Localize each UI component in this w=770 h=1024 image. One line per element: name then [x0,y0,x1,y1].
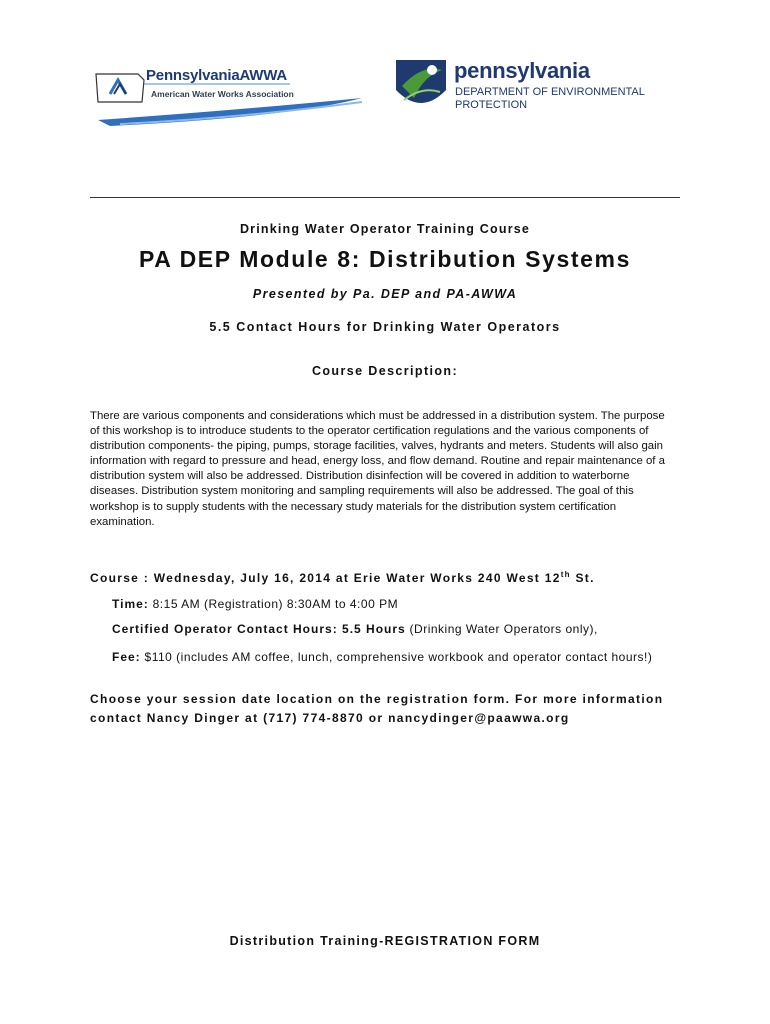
course-series: Drinking Water Operator Training Course [239,222,531,236]
awwa-name: PennsylvaniaAWWA [146,67,288,84]
certified-hours [112,622,598,636]
time-value: 8:15 AM (Registration) 8:30AM to 4:00 PM [148,597,399,611]
cert-value: (Drinking Water Operators only), [405,622,598,636]
course-date-location [90,570,595,585]
header-divider [90,197,680,198]
cert-label: Certified Operator Contact Hours: 5.5 Hours [112,622,406,636]
time-label: Time: [112,597,149,611]
pa-name: pennsylvania [454,58,590,83]
registration-form-title: Distribution Training-REGISTRATION FORM [229,934,541,948]
course-fee [112,648,672,666]
contact-info: Choose your session date location on the registration form. For more information contact Nancy Dinger at (717) 774-8870 or nancydinger@paawwa.org [90,692,664,725]
awwa-tagline: American Water Works Association [151,89,294,99]
ordinal-suffix: th [560,570,571,579]
contact-hours: 5.5 Contact Hours for Drinking Water Operators [209,320,561,334]
course-time [112,597,398,611]
course-line: Course : Wednesday, July 16, 2014 at Erie Water Works 240 West 12 [90,571,561,585]
pa-department: DEPARTMENT OF ENVIRONMENTAL PROTECTION [455,86,645,111]
description-heading: Course Description: [311,364,459,378]
presented-by: Presented by Pa. DEP and PA-AWWA [252,287,518,301]
fee-value: $110 (includes AM coffee, lunch, comprehensive workbook and operator contact hours!) [140,650,653,664]
course-description: There are various components and considerations which must be addressed in a distribution system. The purpose of this workshop is to introduce students to the operator certification regulations and the various components of distribution components- the piping, pumps, storage facilities, valves, hydrants and meters. Students will also gain information with regard to pressure and head, energy loss, and flow demand. Routine and repair maintenance of a distribution system will also be addressed. Distribution disinfection will be covered in addition to waterborne diseases. Distribution system monitoring and sampling requirements will also be addressed. The goal of this workshop is to supply students with the necessary study materials for the distribution system certification examination. [90,410,665,528]
fee-label: Fee: [112,650,141,664]
course-line-end: St. [570,571,595,585]
page-title: PA DEP Module 8: Distribution Systems [138,246,631,272]
